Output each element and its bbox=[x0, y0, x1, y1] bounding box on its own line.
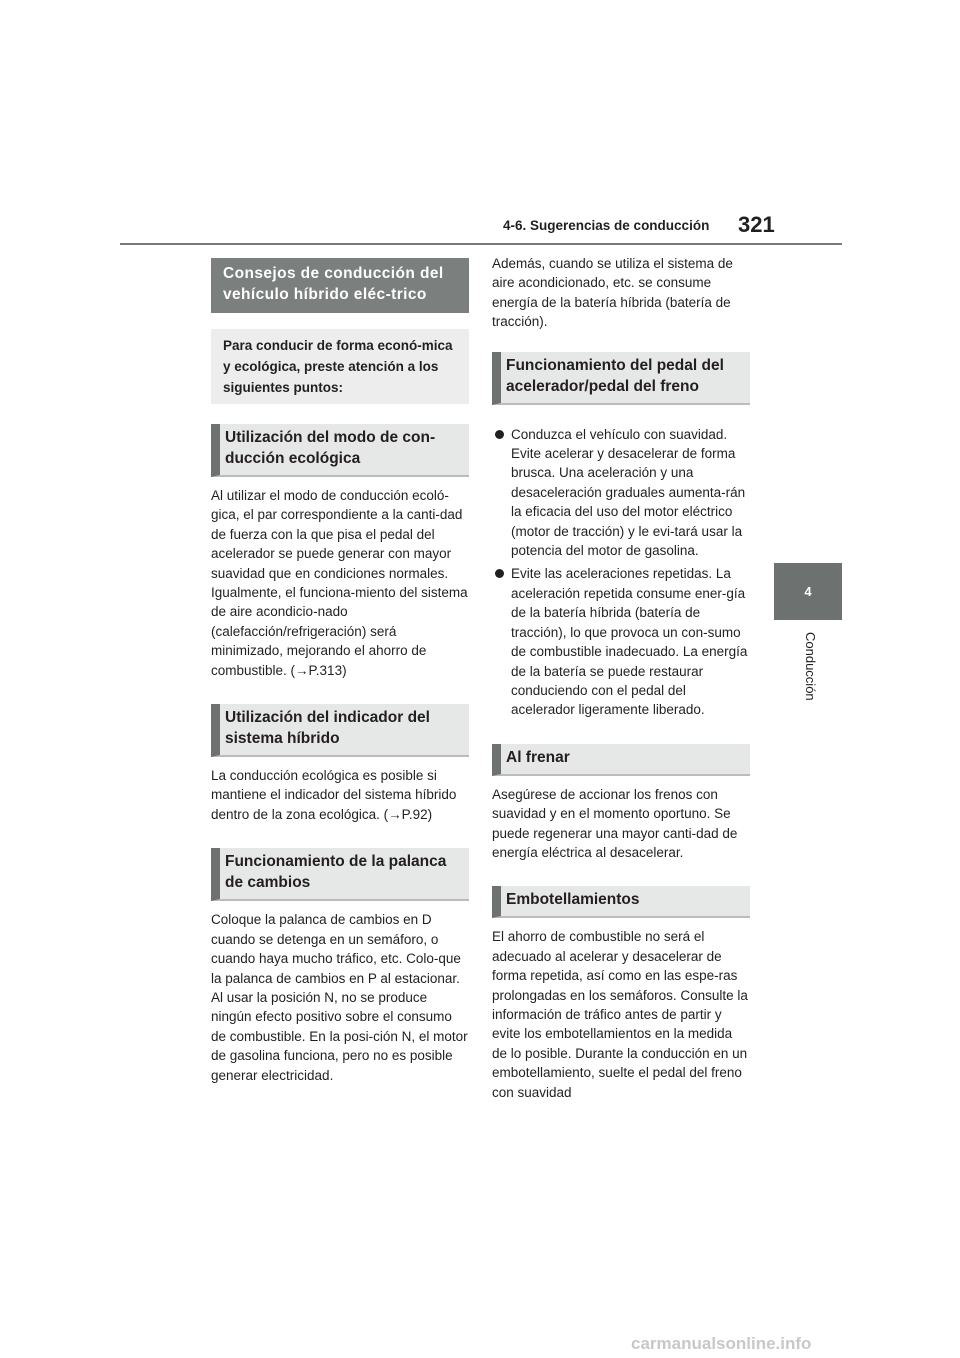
chapter-label: Conducción bbox=[803, 632, 818, 701]
heading-braking: Al frenar bbox=[492, 744, 750, 776]
page-number: 321 bbox=[738, 212, 775, 237]
bullet-text: Evite las aceleraciones repetidas. La aceleración repetida consume ener-gía de la batería híbrida (batería de tracción), lo que provoca un con-sumo de combustible inadecuado. La energía de la batería se puede restaurar conduciendo con el pedal del acelerador ligeramente liberado. bbox=[511, 566, 748, 718]
list-item bbox=[492, 425, 750, 561]
heading-hybrid-indicator: Utilización del indicador del sistema híbrido bbox=[211, 704, 469, 757]
header-divider bbox=[120, 243, 842, 245]
chapter-tab bbox=[774, 563, 842, 620]
section-title: 4-6. Sugerencias de conducción bbox=[503, 218, 710, 233]
heading-traffic-jams: Embotellamientos bbox=[492, 886, 750, 918]
watermark: carmanualsonline.info bbox=[631, 1334, 812, 1353]
intro-lead-box: Para conducir de forma econó-mica y ecológica, preste atención a los siguientes puntos: bbox=[211, 329, 469, 404]
right-column bbox=[492, 254, 750, 1102]
heading-pedals: Funcionamiento del pedal del acelerador/pedal del freno bbox=[492, 352, 750, 405]
intro-title-box: Consejos de conducción del vehículo híbrido eléc-trico bbox=[211, 258, 469, 313]
left-column bbox=[211, 258, 469, 1085]
bullet-text: Conduzca el vehículo con suavidad. Evite acelerar y desacelerar de forma brusca. Una aceleración y una desaceleración graduales aumenta-rán la eficacia del uso del motor eléctrico (motor de tracción) y le evi-tará usar la potencia del motor de gasolina. bbox=[511, 426, 746, 559]
braking-text: Asegúrese de accionar los frenos con suavidad y en el momento oportuno. Se puede regenerar una mayor canti-dad de energía eléctrica al desacelerar. bbox=[492, 786, 738, 860]
bullet-icon bbox=[495, 569, 504, 578]
bullet-icon bbox=[495, 430, 504, 439]
heading-shift-lever: Funcionamiento de la palanca de cambios bbox=[211, 848, 469, 901]
pedal-bullet-list bbox=[492, 425, 750, 720]
traffic-jams-text: El ahorro de combustible no será el adecuado al acelerar y desacelerar de forma repetida, así como en las espe-ras prolongadas en los semáforos. Consulte la información de tráfico antes de partir y evite los embotellamientos en la medida de lo posible. Durante la conducción en un embotellamiento, suelte el pedal del freno con suavidad bbox=[492, 929, 748, 1100]
heading-eco-mode: Utilización del modo de con-ducción ecológica bbox=[211, 424, 469, 477]
list-item bbox=[492, 564, 750, 719]
continuation-text: Además, cuando se utiliza el sistema de aire acondicionado, etc. se consume energía de la batería híbrida (batería de tracción). bbox=[492, 256, 733, 330]
chapter-number: 4 bbox=[804, 584, 812, 599]
shift-lever-text: Coloque la palanca de cambios en D cuando se detenga en un semáforo, o cuando haya mucho tráfico, etc. Colo-que la palanca de cambios en P al estacionar. Al usar la posición N, no se produce ningún efecto positivo sobre el consumo de combustible. En la posi-ción N, el motor de gasolina funciona, pero no es posible generar electricidad. bbox=[211, 912, 468, 1083]
eco-mode-text: Al utilizar el modo de conducción ecoló-gica, el par correspondiente a la canti-dad de fuerza con la que pisa el pedal del acelerador se puede generar con mayor suavidad que en condiciones normales. Igualmente, el funciona-miento del sistema de aire acondicio-nado (calefacción/refrigeración) será minimizado, mejorando el ahorro de combustible. (→P.313) bbox=[211, 488, 468, 678]
hybrid-indicator-text: La conducción ecológica es posible si mantiene el indicador del sistema híbrido dentro de la zona ecológica. (→P.92) bbox=[211, 768, 457, 822]
